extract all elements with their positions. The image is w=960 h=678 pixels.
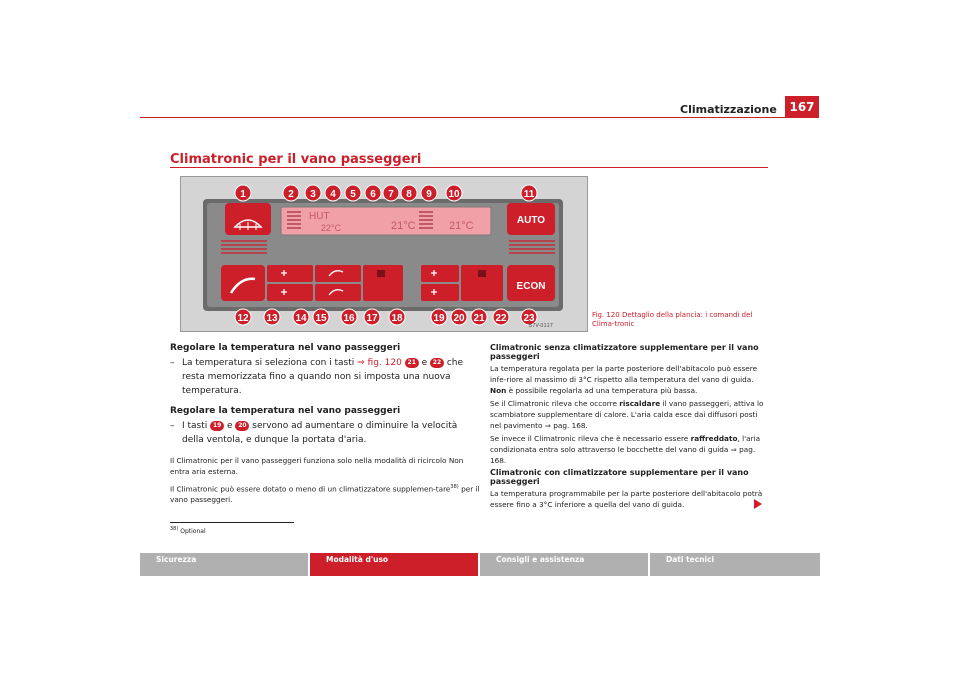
callout-number: 6 bbox=[370, 189, 376, 200]
chapter-title: Climatizzazione bbox=[680, 103, 777, 116]
display-temp-right: 21°C bbox=[449, 220, 474, 232]
callout-number: 19 bbox=[433, 313, 445, 324]
paragraph: Se invece il Climatronic rileva che è necessario essere raffreddato, l'aria condizionata entra solo attraverso le bocchette del vano di guida ⇒ pag. 168. bbox=[490, 434, 761, 465]
note-supplementary: Il Climatronic può essere dotato o meno di un climatizzatore supplemen-tare$^{38)}$ per il vano passeggeri. bbox=[170, 484, 480, 505]
list-item: – I tasti 19 e 20 servono ad aumentare o diminuire la velocità della ventola, e dunque la portata d'aria. bbox=[170, 421, 458, 445]
rear-defrost-button bbox=[225, 203, 271, 235]
tab-consigli-assistenza[interactable]: Consigli e assistenza bbox=[480, 553, 648, 576]
note-recirculation: Il Climatronic per il vano passeggeri funziona solo nella modalità di ricircolo Non entra aria esterna. bbox=[170, 456, 464, 476]
auto-button-label: AUTO bbox=[516, 215, 546, 226]
display-temp-left: 22°C bbox=[321, 223, 342, 233]
callouts-bottom bbox=[235, 309, 537, 325]
paragraph: La temperatura programmabile per la parte posteriore dell'abitacolo potrà essere fino a 3°C inferiore a quella del vano di guida. bbox=[490, 489, 763, 509]
heading-temperature-1: Regolare la temperatura nel vano passeggeri bbox=[170, 343, 401, 353]
left-column bbox=[170, 343, 480, 505]
figure-link[interactable]: ⇒ fig. 120 bbox=[357, 358, 402, 368]
footer-nav bbox=[140, 553, 820, 576]
panel-illustration bbox=[181, 177, 587, 331]
page-number: 167 bbox=[785, 96, 819, 118]
tab-dati-tecnici[interactable]: Dati tecnici bbox=[650, 553, 820, 576]
callout-number: 13 bbox=[266, 313, 278, 324]
callout-number: 10 bbox=[448, 189, 460, 200]
callout-number: 2 bbox=[288, 189, 294, 200]
right-column bbox=[490, 343, 770, 510]
heading-with-supplementary: Climatronic con climatizzatore supplementare per il vano passeggeri bbox=[490, 468, 749, 486]
button-ref-21: 21 bbox=[405, 358, 419, 368]
callout-number: 18 bbox=[391, 313, 403, 324]
tab-sicurezza[interactable]: Sicurezza bbox=[140, 553, 308, 576]
callout-number: 20 bbox=[453, 313, 465, 324]
paragraph: La temperatura regolata per la parte posteriore dell'abitacolo può essere infe-riore al massimo di 3°C rispetto alla temperatura del vano di guida. Non è possibile regolarla ad una temperatura più bassa. bbox=[490, 364, 758, 395]
button-indicator bbox=[478, 270, 486, 277]
header-rule bbox=[140, 117, 819, 118]
footnote: $^{38)}$ Optional bbox=[170, 526, 206, 535]
callout-number: 16 bbox=[343, 313, 355, 324]
callout-number: 3 bbox=[310, 189, 316, 200]
section-title: Climatronic per il vano passeggeri bbox=[170, 152, 422, 167]
heading-without-supplementary: Climatronic senza climatizzatore supplementare per il vano passeggeri bbox=[490, 343, 759, 361]
callout-number: 1 bbox=[240, 189, 246, 200]
display-hut-label: HUT bbox=[309, 211, 330, 222]
callout-number: 8 bbox=[406, 189, 412, 200]
button-ref-19: 19 bbox=[210, 421, 224, 431]
callout-number: 12 bbox=[237, 313, 249, 324]
callout-number: 22 bbox=[495, 313, 507, 324]
callout-number: 17 bbox=[366, 313, 378, 324]
tab-modalita-uso[interactable]: Modalità d'uso bbox=[310, 553, 478, 576]
callout-number: 21 bbox=[473, 313, 485, 324]
footnote-rule bbox=[170, 522, 294, 523]
button-ref-22: 22 bbox=[430, 358, 444, 368]
callouts-top bbox=[235, 185, 537, 201]
recirculation-button bbox=[221, 265, 265, 301]
econ-button-label: ECON bbox=[516, 281, 546, 292]
list-item: – La temperatura si seleziona con i tasti ⇒ fig. 120 21 e 22 che resta memorizzata fino a quando non si imposta una nuova temperatura. bbox=[170, 358, 464, 396]
section-rule bbox=[170, 167, 768, 168]
button-ref-20: 20 bbox=[235, 421, 249, 431]
button-indicator bbox=[377, 270, 385, 277]
next-page-arrow-icon[interactable] bbox=[754, 499, 762, 509]
callout-number: 11 bbox=[523, 189, 535, 200]
callout-number: 23 bbox=[523, 313, 535, 324]
display-temp-center: 21°C bbox=[391, 220, 416, 232]
heading-temperature-2: Regolare la temperatura nel vano passeggeri bbox=[170, 406, 401, 416]
callout-number: 7 bbox=[388, 189, 394, 200]
paragraph: Se il Climatronic rileva che occorre riscaldare il vano passeggeri, attiva lo scambiatore supplementare di calore. L'aria calda esce dai diffusori posti nel pavimento ⇒ pag. 168. bbox=[490, 399, 764, 430]
callout-number: 15 bbox=[315, 313, 327, 324]
figure-caption: Fig. 120 Dettaglio della plancia: i comandi del Clima-tronic bbox=[592, 311, 753, 328]
callout-number: 5 bbox=[350, 189, 356, 200]
callout-number: 9 bbox=[426, 189, 432, 200]
callout-number: 14 bbox=[295, 313, 307, 324]
climatronic-panel-figure bbox=[180, 176, 588, 332]
callout-number: 4 bbox=[330, 189, 336, 200]
figure-code: B7V-0117 bbox=[528, 323, 553, 329]
